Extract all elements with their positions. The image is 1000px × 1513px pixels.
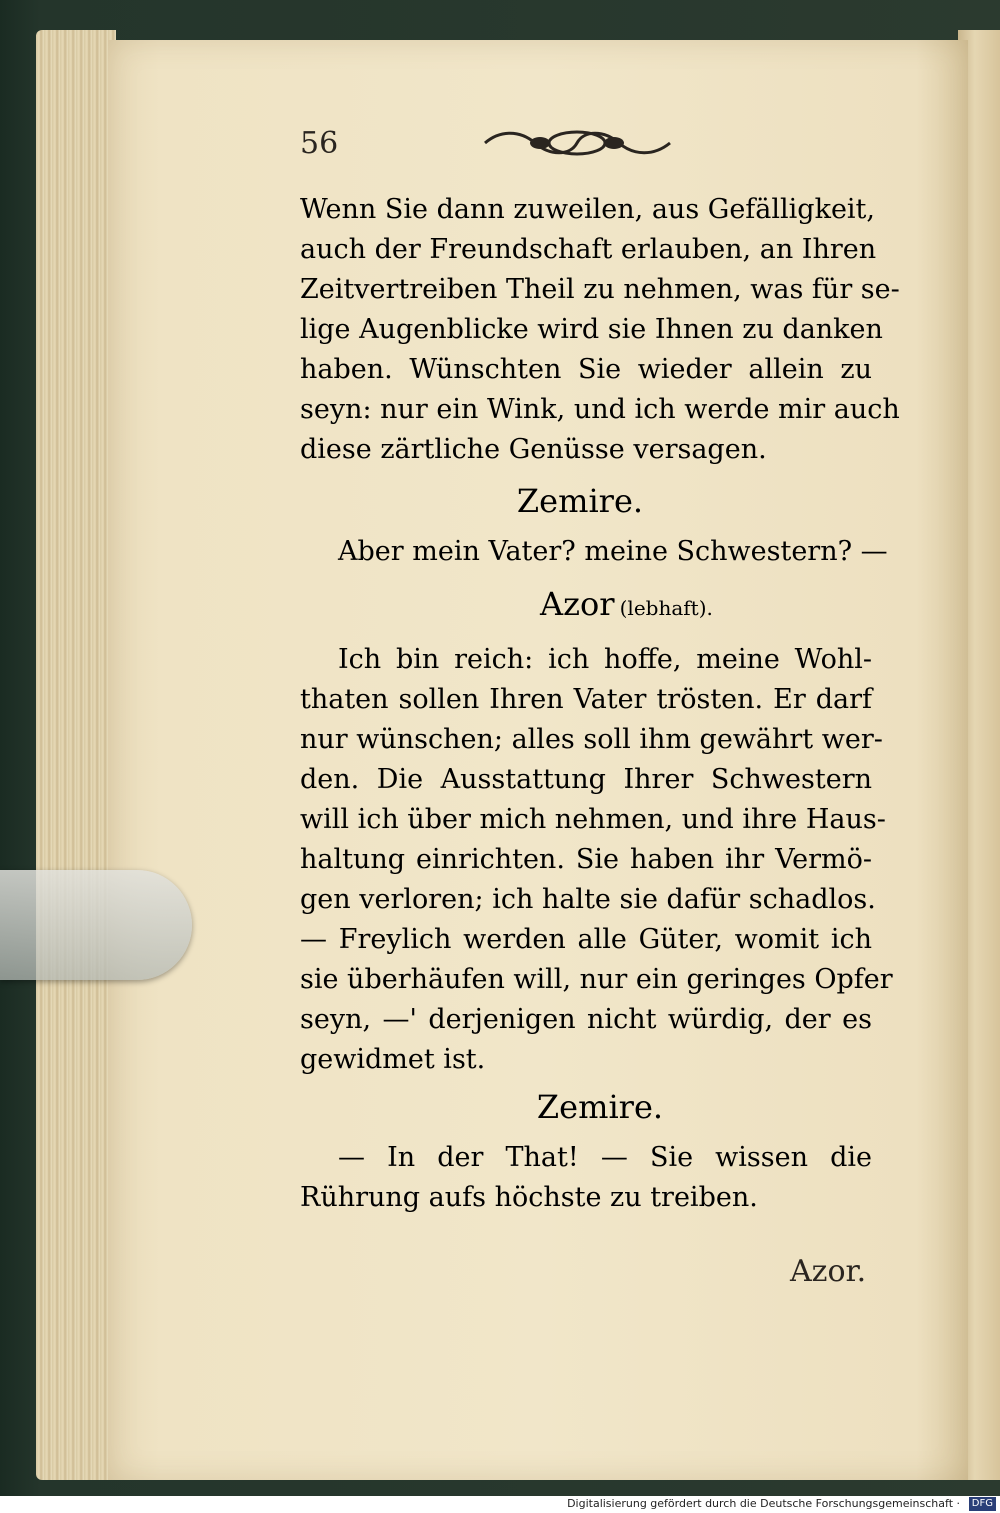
paragraph-1 (300, 190, 900, 470)
speaker-heading: Zemire. (516, 482, 644, 520)
stage-direction: (lebhaft). (619, 596, 713, 620)
text-line: Aber mein Vater? meine Schwestern? — (338, 536, 888, 567)
dfg-logo: DFG (969, 1497, 996, 1511)
footer-bar (0, 1496, 1000, 1513)
text-line: seyn: nur ein Wink, und ich werde mir auch (300, 394, 900, 425)
page-clip-tab (0, 870, 192, 980)
speaker-heading-azor (540, 585, 740, 623)
text-line: Ich bin reich: ich hoffe, meine Wohl- (338, 644, 872, 675)
ornament-vignette (480, 126, 675, 160)
text-line: den. Die Ausstattung Ihrer Schwestern (300, 764, 872, 795)
text-line: lige Augenblicke wird sie Ihnen zu danken (300, 314, 883, 345)
text-line: haben. Wünschten Sie wieder allein zu (300, 354, 872, 385)
text-line: will ich über mich nehmen, und ihre Haus- (300, 804, 886, 835)
text-line: diese zärtliche Genüsse versagen. (300, 434, 767, 465)
speaker-name: Azor (540, 585, 615, 623)
catchword: Azor. (790, 1254, 867, 1289)
paragraph-4 (300, 1138, 872, 1218)
text-line: nur wünschen; alles soll ihm gewährt wer- (300, 724, 883, 755)
text-line: auch der Freundschaft erlauben, an Ihren (300, 234, 877, 265)
text-line: thaten sollen Ihren Vater trösten. Er darf (300, 684, 872, 715)
footer-credit: Digitalisierung gefördert durch die Deutsche Forschungsgemeinschaft · (567, 1497, 960, 1510)
paragraph-3 (300, 640, 893, 1080)
text-line: haltung einrichten. Sie haben ihr Vermö- (300, 844, 872, 875)
text-line: Zeitvertreiben Theil zu nehmen, was für se- (300, 274, 900, 305)
dialogue-line (338, 532, 888, 572)
text-line: Rührung aufs höchste zu treiben. (300, 1182, 758, 1213)
text-line: Wenn Sie dann zuweilen, aus Gefälligkeit, (300, 194, 875, 225)
page-number: 56 (300, 126, 339, 161)
text-line: — In der That! — Sie wissen die (338, 1142, 872, 1173)
text-line: — Freylich werden alle Güter, womit ich (300, 924, 872, 955)
text-line: sie überhäufen will, nur ein geringes Opfer (300, 964, 893, 995)
text-line: gewidmet ist. (300, 1044, 486, 1075)
text-line: seyn, —' derjenigen nicht würdig, der es (300, 1004, 872, 1035)
text-line: gen verloren; ich halte sie dafür schadlos. (300, 884, 876, 915)
book-page-edges (36, 30, 116, 1480)
speaker-heading: Zemire. (536, 1088, 664, 1126)
